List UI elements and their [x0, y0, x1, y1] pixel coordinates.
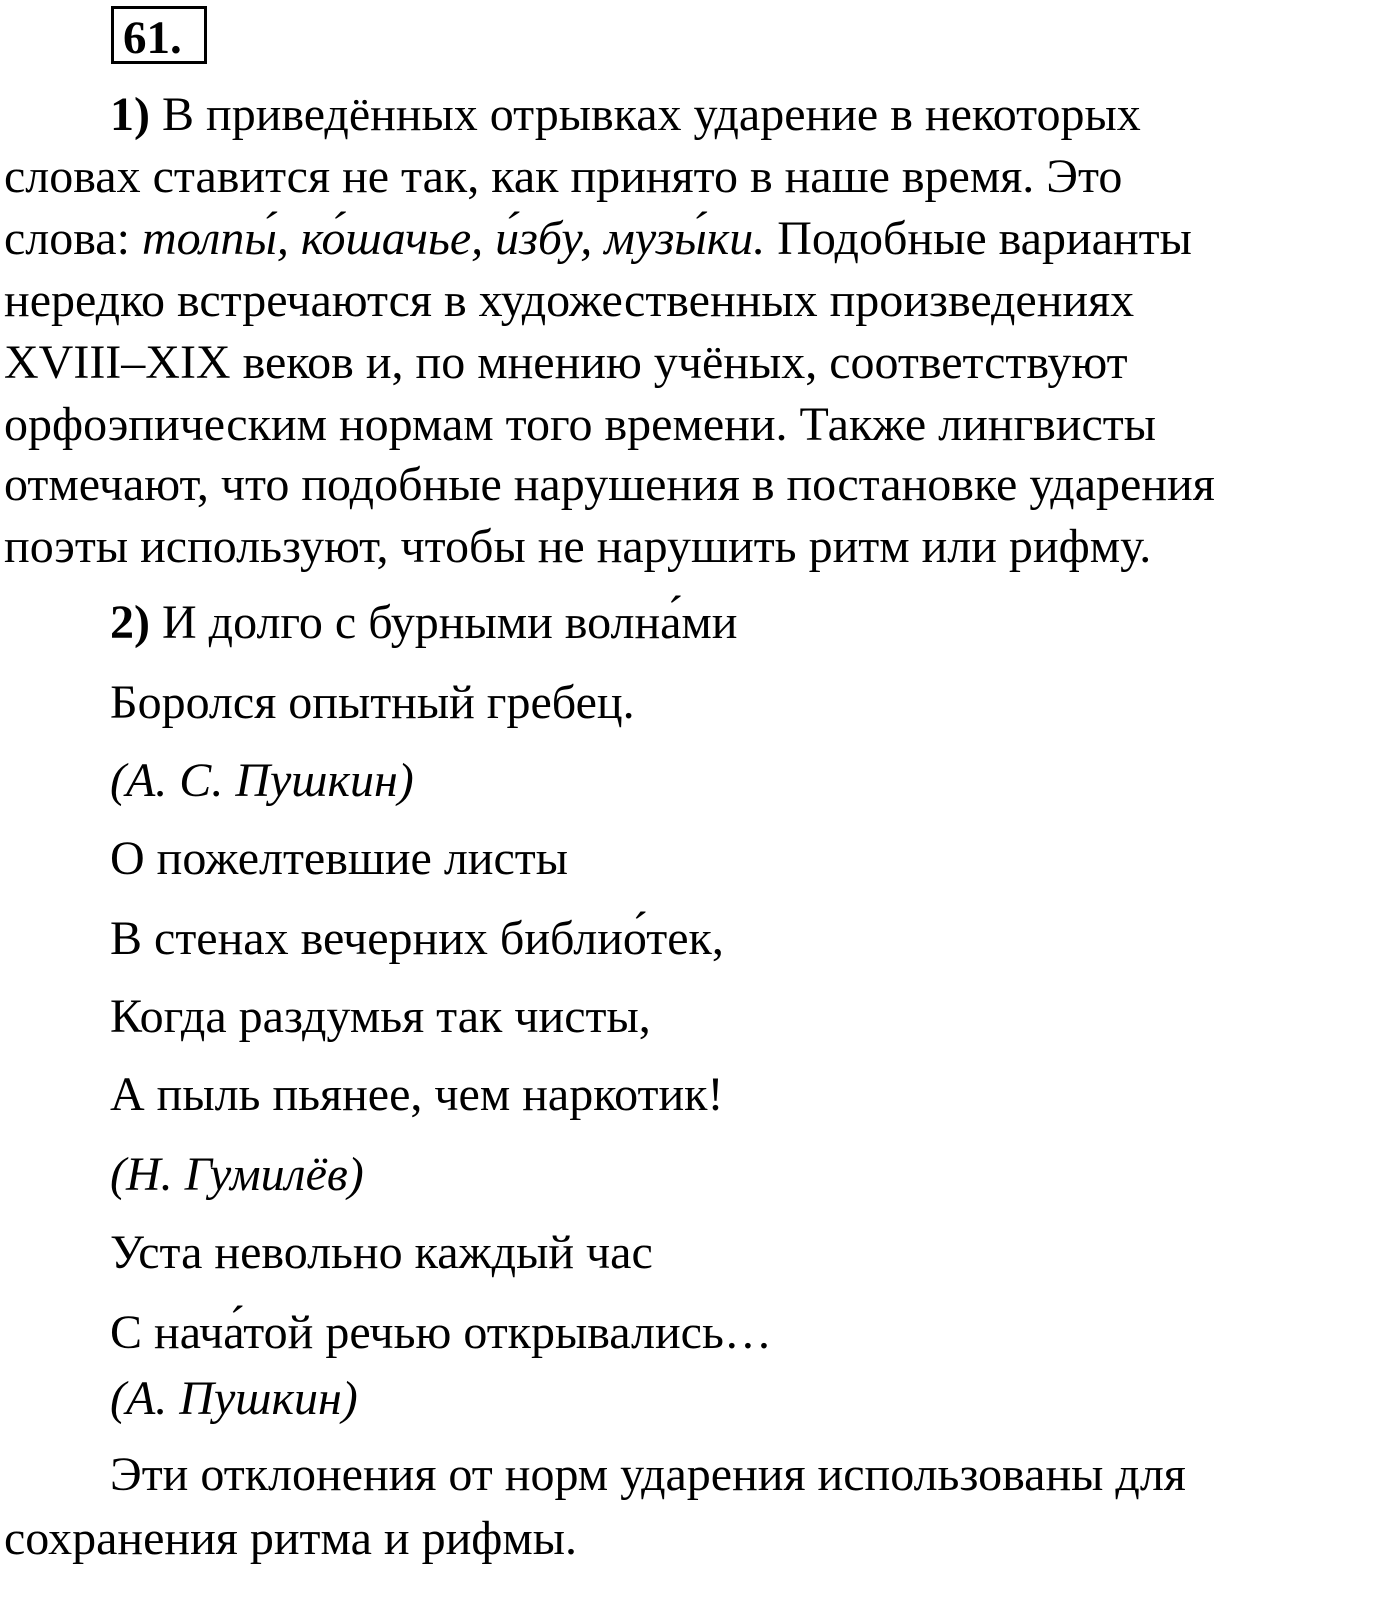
poem-line: Боролся опытный гребец. — [110, 676, 635, 729]
part1-line-4: нередко встречаются в художественных произведениях — [4, 274, 1135, 327]
conclusion-line-2: сохранения ритма и рифмы. — [4, 1512, 577, 1565]
part1-line-1 — [110, 86, 1141, 144]
part2-line-1 — [110, 594, 738, 652]
part1-line-5: XVIII–XIX веков и, по мнению учёных, соответствуют — [4, 336, 1128, 389]
part1-line-1-text: В приведённых отрывках ударение в некоторых — [149, 88, 1141, 141]
poem-author: (А. С. Пушкин) — [110, 754, 414, 807]
exercise-number: 61. — [123, 12, 182, 64]
poem-line: В стенах вечерних библио́тек, — [110, 912, 724, 965]
poem-author: (Н. Гумилёв) — [110, 1148, 364, 1201]
stressed-words-list: толпы́, ко́шачье, и́збу, музы́ки. — [141, 212, 766, 265]
poem-line: Уста невольно каждый час — [110, 1226, 653, 1279]
part1-marker: 1) — [110, 88, 150, 141]
part1-line-3-end: Подобные варианты — [765, 212, 1192, 265]
poem-line: С нача́той речью открывались… — [110, 1306, 772, 1359]
part2-line-1-text: И долго с бурными волна́ми — [149, 596, 738, 649]
part1-line-3 — [4, 210, 1192, 268]
part1-line-8: поэты используют, чтобы не нарушить ритм или рифму. — [4, 520, 1152, 573]
poem-author: (А. Пушкин) — [110, 1372, 358, 1425]
poem-line: А пыль пьянее, чем наркотик! — [110, 1068, 724, 1121]
poem-line: Когда раздумья так чисты, — [110, 990, 651, 1043]
part1-line-6: орфоэпическим нормам того времени. Также лингвисты — [4, 398, 1157, 451]
poem-line: О пожелтевшие листы — [110, 832, 569, 885]
part1-line-3-start: слова: — [4, 212, 142, 265]
conclusion-line-1: Эти отклонения от норм ударения использованы для — [110, 1448, 1186, 1501]
part2-marker: 2) — [110, 596, 150, 649]
part1-line-7: отмечают, что подобные нарушения в постановке ударения — [4, 458, 1215, 511]
part1-line-2: словах ставится не так, как принято в наше время. Это — [4, 150, 1123, 203]
